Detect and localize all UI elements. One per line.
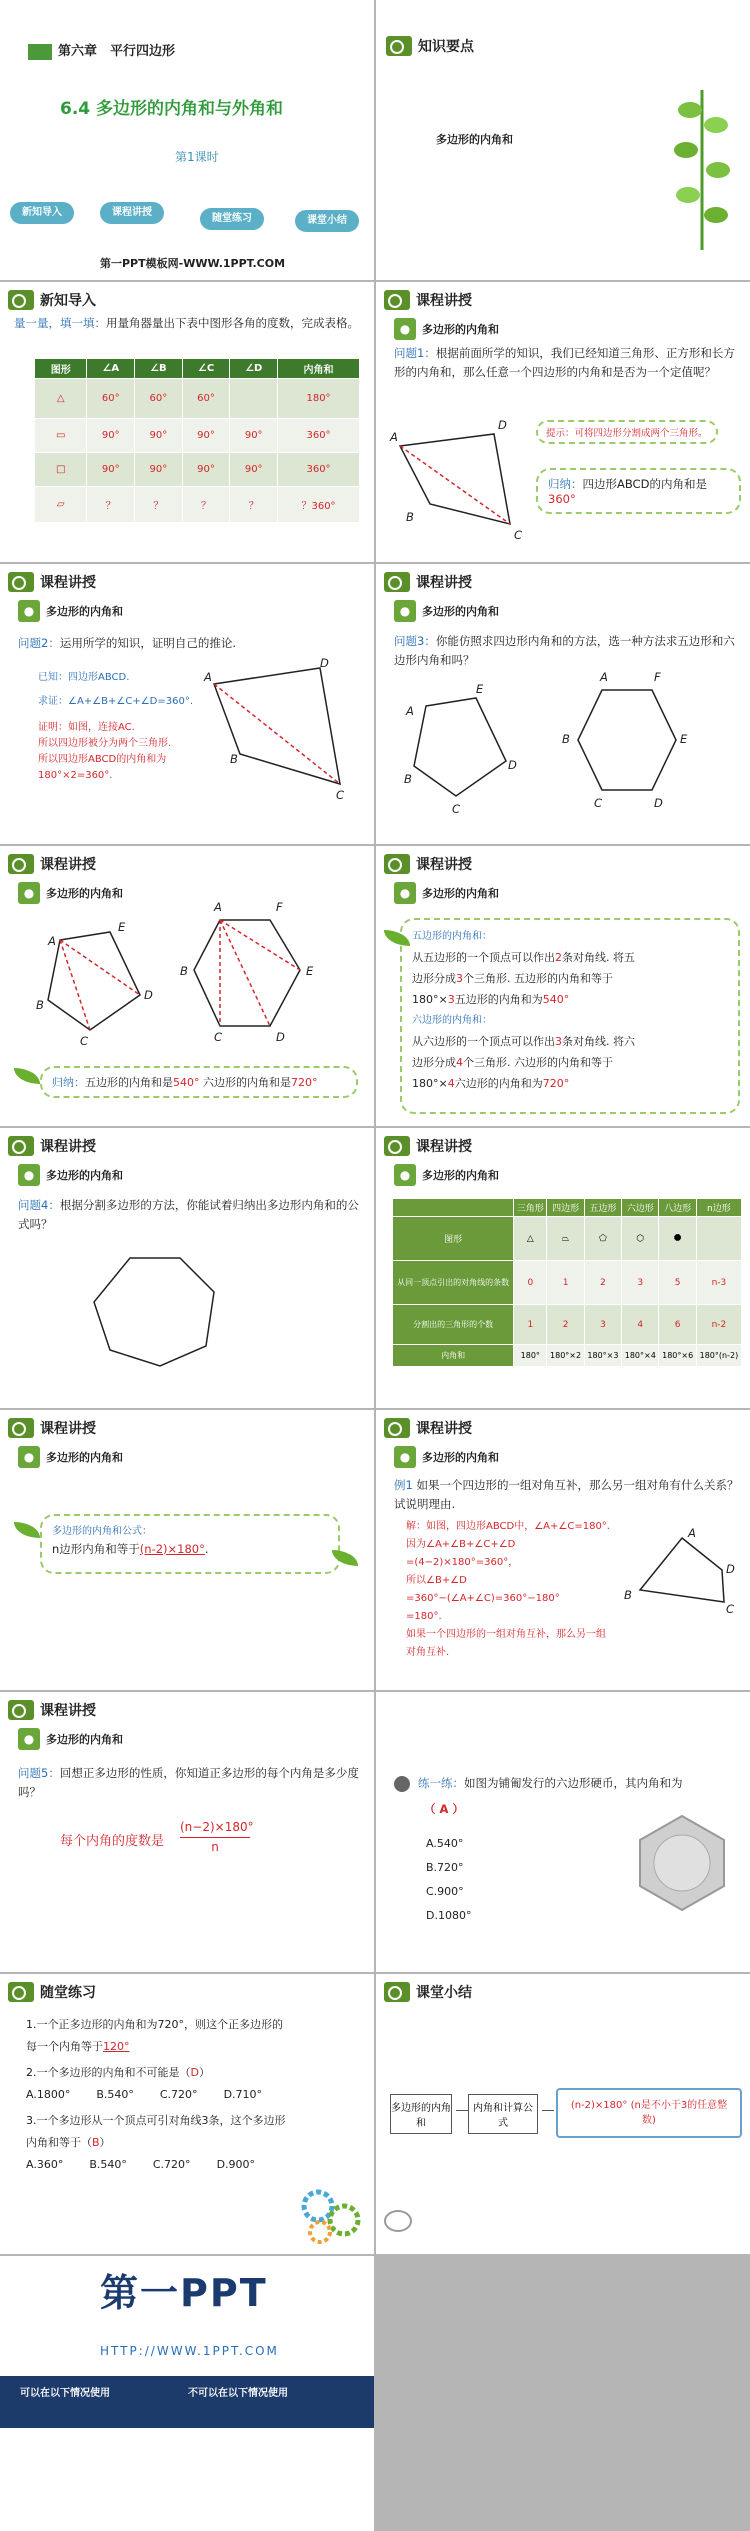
formula-text: . (204, 1542, 209, 1556)
slide-question1 (376, 282, 750, 562)
quad-figure (632, 1530, 732, 1610)
leaf-icon (8, 1982, 34, 2002)
numerator: (n−2)×180° (180, 1818, 250, 1838)
answer-text: 每个内角的度数是 (60, 1834, 165, 1849)
slide-question2 (0, 564, 374, 844)
cell: 2 (547, 1305, 584, 1345)
shape-square: □ (35, 453, 87, 487)
formula-box (40, 1514, 340, 1574)
solution-line: 对角互补. (406, 1647, 450, 1658)
ex-label: 例1 (394, 1478, 413, 1492)
label-d: D (726, 1562, 735, 1576)
text: 180°× (412, 993, 448, 1006)
sum-text: 六边形的内角和是 (203, 1076, 291, 1089)
option[interactable]: D.900° (216, 2158, 256, 2171)
cell: 180°×2 (547, 1345, 584, 1367)
ex-text: 如果一个四边形的一组对角互补，那么另一组对角有什么关系？试说明理由. (394, 1478, 739, 1511)
text: 从五边形的一个顶点可以作出 (412, 951, 555, 964)
pill-practice[interactable]: 随堂练习 (200, 208, 264, 230)
slide-header: 课程讲授 (40, 1703, 96, 1719)
sub-icon: ● (18, 1446, 40, 1468)
q-label: 问题4： (18, 1198, 60, 1212)
cell: 90° (230, 453, 278, 487)
solution-line: =360°−(∠A+∠C)=360°−180° (406, 1593, 560, 1604)
sub-icon: ● (18, 1728, 40, 1750)
sub-title: 多边形的内角和 (422, 1451, 499, 1464)
col-head: 五边形 (584, 1199, 621, 1217)
slide-summary (376, 1974, 750, 2254)
th: ∠A (87, 359, 135, 379)
slide-header: 课程讲授 (40, 1139, 96, 1155)
q1-line: 1.一个正多边形的内角和为720°，则这个正多边形的 (26, 2018, 283, 2031)
snail-icon (384, 2210, 412, 2232)
text: 从六边形的一个顶点可以作出 (412, 1035, 555, 1048)
row-head: 从同一顶点引出的对角线的条数 (393, 1261, 514, 1305)
q1-answer: 120° (103, 2040, 130, 2053)
slide-header: 课程讲授 (416, 1139, 472, 1155)
shape-triangle: △ (514, 1217, 547, 1261)
label-b: B (406, 510, 414, 524)
solution-line: =(4−2)×180°=360°， (406, 1557, 519, 1568)
option[interactable]: D.710° (223, 2088, 263, 2101)
answer: 3 (447, 993, 455, 1006)
label-a: A (390, 430, 398, 444)
ex-label: 练一练： (418, 1776, 464, 1790)
answer: 3 (555, 1035, 562, 1048)
cell: 4 (622, 1305, 659, 1345)
sum-value: 720° (291, 1076, 318, 1089)
hint-box: 提示：可将四边形分割成两个三角形。 (536, 420, 718, 444)
leaf-icon (384, 1982, 410, 2002)
sub-icon: ● (394, 600, 416, 622)
slide-header: 随堂练习 (40, 1985, 96, 2001)
cell: 90° (182, 419, 230, 453)
col-head: n边形 (696, 1199, 741, 1217)
cell: 90° (182, 453, 230, 487)
leaf-icon (384, 572, 410, 592)
shape-pentagon: ⬠ (584, 1217, 621, 1261)
can-use: 可以在以下情况使用 (20, 2388, 110, 2399)
slide-key-points (376, 0, 750, 280)
label: C (452, 802, 461, 816)
label: D (144, 988, 153, 1002)
label: D (508, 758, 517, 772)
q3-line: ） (99, 2136, 111, 2149)
text: 条对角线. 将六 (562, 1035, 635, 1048)
sum-text: 五边形的内角和是 (85, 1076, 173, 1089)
q-label: 问题1： (394, 346, 436, 360)
option[interactable]: B.540° (89, 2158, 127, 2171)
leaf-icon (8, 854, 34, 874)
url: HTTP://WWW.1PPT.COM (100, 2344, 279, 2358)
slide-header: 知识要点 (418, 39, 474, 55)
slide-header: 课程讲授 (416, 1421, 472, 1437)
leaf-icon (384, 1418, 410, 1438)
cell: 90° (87, 419, 135, 453)
intro-text: 用量角器量出下表中图形各角的度数，完成表格。 (106, 316, 359, 330)
heptagon-figure (90, 1250, 220, 1370)
label-c: C (726, 1602, 735, 1616)
q3-answer: B (92, 2136, 100, 2149)
leaf-icon (384, 854, 410, 874)
sum-value: 540° (173, 1076, 200, 1089)
shape-rectangle: ▭ (35, 419, 87, 453)
shape-quadrilateral: ▱ (35, 487, 87, 523)
slide-example1 (376, 1410, 750, 1690)
leaf-icon (384, 290, 410, 310)
condition: (n是不小于3的任意整数) (630, 2100, 728, 2126)
hexagon-figure (572, 680, 682, 800)
label: C (594, 796, 603, 810)
gears-icon (298, 2186, 368, 2246)
text: 六边形的内角和为 (454, 1077, 543, 1090)
sum-value: 360° (548, 492, 576, 506)
slide-question4 (0, 1128, 374, 1408)
label-b: B (624, 1588, 632, 1602)
proof-line: 所以四边形ABCD的内角和为 (38, 754, 167, 765)
sub-icon: ● (394, 1446, 416, 1468)
q3-line: 内角和等于（ (26, 2136, 92, 2149)
sum-label: 归纳： (548, 477, 583, 491)
col-head: 四边形 (547, 1199, 584, 1217)
label: E (306, 964, 314, 978)
known: 已知：四边形ABCD. (38, 672, 130, 683)
sub-title: 多边形的内角和 (422, 323, 499, 336)
formula-value: (n-2)×180° (139, 1542, 205, 1556)
q-text: 根据分割多边形的方法，你能试着归纳出多边形内角和的公式吗？ (18, 1198, 359, 1231)
option[interactable]: A.360° (26, 2158, 64, 2171)
chapter-icon (28, 44, 52, 60)
lesson-title: 6.4 多边形的内角和与外角和 (60, 99, 284, 119)
shape-octagon: ⯃ (659, 1217, 696, 1261)
answer: 4 (447, 1077, 455, 1090)
q2-answer: D (190, 2066, 199, 2079)
cell: 360° (278, 453, 360, 487)
proof-line: 所以四边形被分为两个三角形. (38, 738, 172, 749)
row-head: 内角和 (393, 1345, 514, 1367)
chapter-label: 第六章 平行四边形 (58, 44, 176, 59)
answer: A (439, 1802, 449, 1816)
option[interactable]: D.1080° (426, 1909, 472, 1922)
cannot-use: 不可以在以下情况使用 (188, 2388, 288, 2399)
polygon-table (392, 1198, 742, 1367)
q-label: 问题3： (394, 634, 436, 648)
cell: 180° (514, 1345, 547, 1367)
cell: 90° (230, 419, 278, 453)
slide-header: 课程讲授 (40, 575, 96, 591)
summary-box: 内角和计算公式 (468, 2094, 538, 2134)
leaf-icon (14, 1068, 40, 1084)
leaf-icon (8, 1700, 34, 1720)
label: F (276, 900, 283, 914)
solution-line: 因为∠A+∠B+∠C+∠D (406, 1539, 516, 1550)
pill-lecture[interactable]: 课程讲授 (100, 202, 164, 224)
q1-line: 每一个内角等于 (26, 2040, 103, 2053)
denominator: n (211, 1840, 219, 1854)
arrow (456, 2110, 468, 2118)
hex-title: 六边形的内角和： (412, 1015, 492, 1026)
proof-line: 证明：如图，连接AC. (38, 722, 135, 733)
cell: 90° (135, 419, 183, 453)
th: ∠B (135, 359, 183, 379)
links-area (0, 2428, 374, 2531)
plant-decoration (662, 80, 742, 250)
label: B (180, 964, 188, 978)
sub-title: 多边形的内角和 (422, 1169, 499, 1182)
slide-diagonals (0, 846, 374, 1126)
label: C (80, 1034, 89, 1048)
intro-label: 量一量，填一填： (14, 316, 106, 330)
col-head: 六边形 (622, 1199, 659, 1217)
slide-practice: 练一练：如图为铺匍发行的六边形硬币，其内角和为 （ A ） A.540° B.720° C.900° D.1080° (376, 1692, 750, 1972)
slide-header: 课程讲授 (416, 575, 472, 591)
text: 边形分成 (412, 1056, 456, 1069)
text: 个三角形. 六边形的内角和等于 (463, 1056, 613, 1069)
option[interactable]: C.900° (426, 1885, 464, 1898)
cell: 6 (659, 1305, 696, 1345)
slide-header: 新知导入 (40, 293, 96, 309)
cell: 180°×3 (584, 1345, 621, 1367)
cell: 360° (278, 419, 360, 453)
th: ∠D (230, 359, 278, 379)
pent-title: 五边形的内角和： (412, 931, 492, 942)
site-label: 第一PPT模板网-WWW.1PPT.COM (100, 257, 286, 270)
col-head: 八边形 (659, 1199, 696, 1217)
coin-image (632, 1812, 732, 1912)
cell: 3 (584, 1305, 621, 1345)
cell: 180°×4 (622, 1345, 659, 1367)
label-a: A (688, 1526, 696, 1540)
cell: 1 (547, 1261, 584, 1305)
ex-text: 如图为铺匍发行的六边形硬币，其内角和为 (464, 1776, 683, 1790)
slide-header: 课程讲授 (40, 857, 96, 873)
label: D (654, 796, 663, 810)
option[interactable]: B.720° (426, 1861, 464, 1874)
slide-question5 (0, 1692, 374, 1972)
q-text: 回想正多边形的性质，你知道正多边形的每个内角是多少度吗？ (18, 1766, 359, 1799)
label: A (600, 670, 608, 684)
label: E (118, 920, 126, 934)
label-c: C (514, 528, 523, 542)
cell (230, 379, 278, 419)
sum-text: 四边形ABCD的内角和是 (582, 477, 707, 491)
sub-icon: ● (18, 1164, 40, 1186)
sub-title: 多边形的内角和 (422, 887, 499, 900)
slide-exercise (0, 1974, 374, 2254)
shape-quad: ⏢ (547, 1217, 584, 1261)
leaf-icon (384, 1136, 410, 1156)
slide-pent-hex-sum (376, 846, 750, 1126)
leaf-icon (14, 1522, 40, 1538)
q-label: 问题5： (18, 1766, 60, 1780)
label: C (214, 1030, 223, 1044)
q-text: 运用所学的知识，证明自己的推论. (59, 636, 236, 650)
formula-title: 多边形的内角和公式： (52, 1526, 152, 1537)
cell: 180°(n-2) (696, 1345, 741, 1367)
label: B (562, 732, 570, 746)
cell: 0 (514, 1261, 547, 1305)
sub-title: 多边形的内角和 (46, 1169, 123, 1182)
label-b: B (230, 752, 238, 766)
label: A (48, 934, 56, 948)
cell: 60° (182, 379, 230, 419)
label-c: C (336, 788, 345, 802)
cell: 60° (87, 379, 135, 419)
pent-hex-box (400, 918, 740, 1114)
answer: 4 (456, 1056, 463, 1069)
sub-icon: ● (18, 882, 40, 904)
cell: ？ (230, 487, 278, 523)
sub-title: 多边形的内角和 (422, 605, 499, 618)
option[interactable]: C.720° (159, 2088, 198, 2101)
q-text: 你能仿照求四边形内角和的方法，选一种方法求五边形和六边形内角和吗？ (394, 634, 735, 667)
cell: 1 (514, 1305, 547, 1345)
formula: (n-2)×180° (570, 2100, 628, 2111)
formula-text: n边形内角和等于 (52, 1542, 140, 1556)
option[interactable]: A.540° (426, 1837, 464, 1850)
cell: 90° (87, 453, 135, 487)
option[interactable]: B.540° (96, 2088, 134, 2101)
slide-intro (0, 282, 374, 562)
slide-title (0, 0, 374, 280)
cell: 5 (659, 1261, 696, 1305)
label: B (404, 772, 412, 786)
cell: 180°×6 (659, 1345, 696, 1367)
slide-formula (0, 1410, 374, 1690)
slide-ad (0, 2256, 374, 2531)
shape-hexagon: ⬡ (622, 1217, 659, 1261)
answer: 540° (542, 993, 570, 1006)
house-icon (386, 36, 412, 56)
proof-line: 180°×2=360°. (38, 770, 113, 781)
summary-box: 多边形的内角和 (390, 2094, 452, 2134)
sub-title: 多边形的内角和 (46, 605, 123, 618)
slide-table (376, 1128, 750, 1408)
sub-icon: ● (394, 882, 416, 904)
key-item: 多边形的内角和 (436, 133, 513, 146)
q-label: 问题2： (18, 636, 60, 650)
label-d: D (320, 656, 329, 670)
leaf-icon (8, 1136, 34, 1156)
solution-line: 所以∠B+∠D (406, 1575, 467, 1586)
shape-triangle: △ (35, 379, 87, 419)
cell: 2 (584, 1261, 621, 1305)
gear-icon (394, 1776, 410, 1792)
q2-line: 2.一个多边形的内角和不可能是（ (26, 2066, 191, 2079)
text: 180°× (412, 1077, 448, 1090)
pill-summary[interactable]: 课堂小结 (295, 210, 359, 232)
cell: 90° (135, 453, 183, 487)
label: E (476, 682, 484, 696)
th: ∠C (182, 359, 230, 379)
solution-line: 解：如图，四边形ABCD中，∠A+∠C=180°. (406, 1521, 610, 1532)
slide-header: 课程讲授 (40, 1421, 96, 1437)
cell: n-2 (696, 1305, 741, 1345)
logo: 第一PPT (100, 2271, 268, 2315)
slide-question3 (376, 564, 750, 844)
label: A (406, 704, 414, 718)
label: A (214, 900, 222, 914)
angle-table (34, 358, 360, 523)
text: 个三角形. 五边形的内角和等于 (463, 972, 613, 985)
slide-header: 课堂小结 (416, 1985, 472, 2001)
cell: ？ (182, 487, 230, 523)
answer: 3 (456, 972, 463, 985)
answer: 2 (555, 951, 562, 964)
arrow (542, 2110, 554, 2118)
solution-line: =180°. (406, 1611, 442, 1622)
option[interactable]: A.1800° (26, 2088, 71, 2101)
cell: ？ (87, 487, 135, 523)
slide-header: 课程讲授 (416, 293, 472, 309)
cell: ？360° (278, 487, 360, 523)
label-d: D (498, 418, 507, 432)
sub-title: 多边形的内角和 (46, 1451, 123, 1464)
pill-new[interactable]: 新知导入 (10, 202, 74, 224)
leaf-icon (8, 572, 34, 592)
row-head: 分割出的三角形的个数 (393, 1305, 514, 1345)
pentagon-figure (40, 920, 150, 1040)
period-label: 第1课时 (175, 150, 219, 164)
row-head: 图形 (393, 1217, 514, 1261)
leaf-icon (8, 1418, 34, 1438)
option[interactable]: C.720° (152, 2158, 191, 2171)
q2-line: ） (198, 2066, 210, 2079)
pentagon-figure (406, 686, 516, 806)
label: D (276, 1030, 285, 1044)
cell: 3 (622, 1261, 659, 1305)
cell: 60° (135, 379, 183, 419)
formula-box (556, 2088, 742, 2138)
sub-icon: ● (394, 318, 416, 340)
solution-line: 如果一个四边形的一组对角互补，那么另一组 (406, 1629, 606, 1640)
th: 内角和 (278, 359, 360, 379)
q-text: 根据前面所学的知识，我们已经知道三角形、正方形和长方形的内角和，那么任意一个四边形的内角和是否为一个定值呢？ (394, 346, 735, 379)
sub-title: 多边形的内角和 (46, 1733, 123, 1746)
quad-figure (210, 664, 350, 794)
q3-line: 3.一个多边形从一个顶点可引对角线3条，这个多边形 (26, 2114, 286, 2127)
label: B (36, 998, 44, 1012)
cell: 180° (278, 379, 360, 419)
info-panel (0, 2376, 374, 2531)
text: 五边形的内角和为 (454, 993, 543, 1006)
label-a: A (204, 670, 212, 684)
sub-icon: ● (18, 600, 40, 622)
leaf-icon (8, 290, 34, 310)
slide-header: 课程讲授 (416, 857, 472, 873)
cell: n-3 (696, 1261, 741, 1305)
cell: ？ (135, 487, 183, 523)
th: 图形 (35, 359, 87, 379)
label: F (654, 670, 661, 684)
text: 边形分成 (412, 972, 456, 985)
label: E (680, 732, 688, 746)
hexagon-figure (190, 910, 310, 1040)
sub-title: 多边形的内角和 (46, 887, 123, 900)
col-head: 三角形 (514, 1199, 547, 1217)
sum-label: 归纳： (52, 1076, 85, 1089)
prove: 求证：∠A+∠B+∠C+∠D=360°. (38, 696, 194, 707)
answer: 720° (542, 1077, 570, 1090)
text: 条对角线. 将五 (562, 951, 635, 964)
sub-icon: ● (394, 1164, 416, 1186)
